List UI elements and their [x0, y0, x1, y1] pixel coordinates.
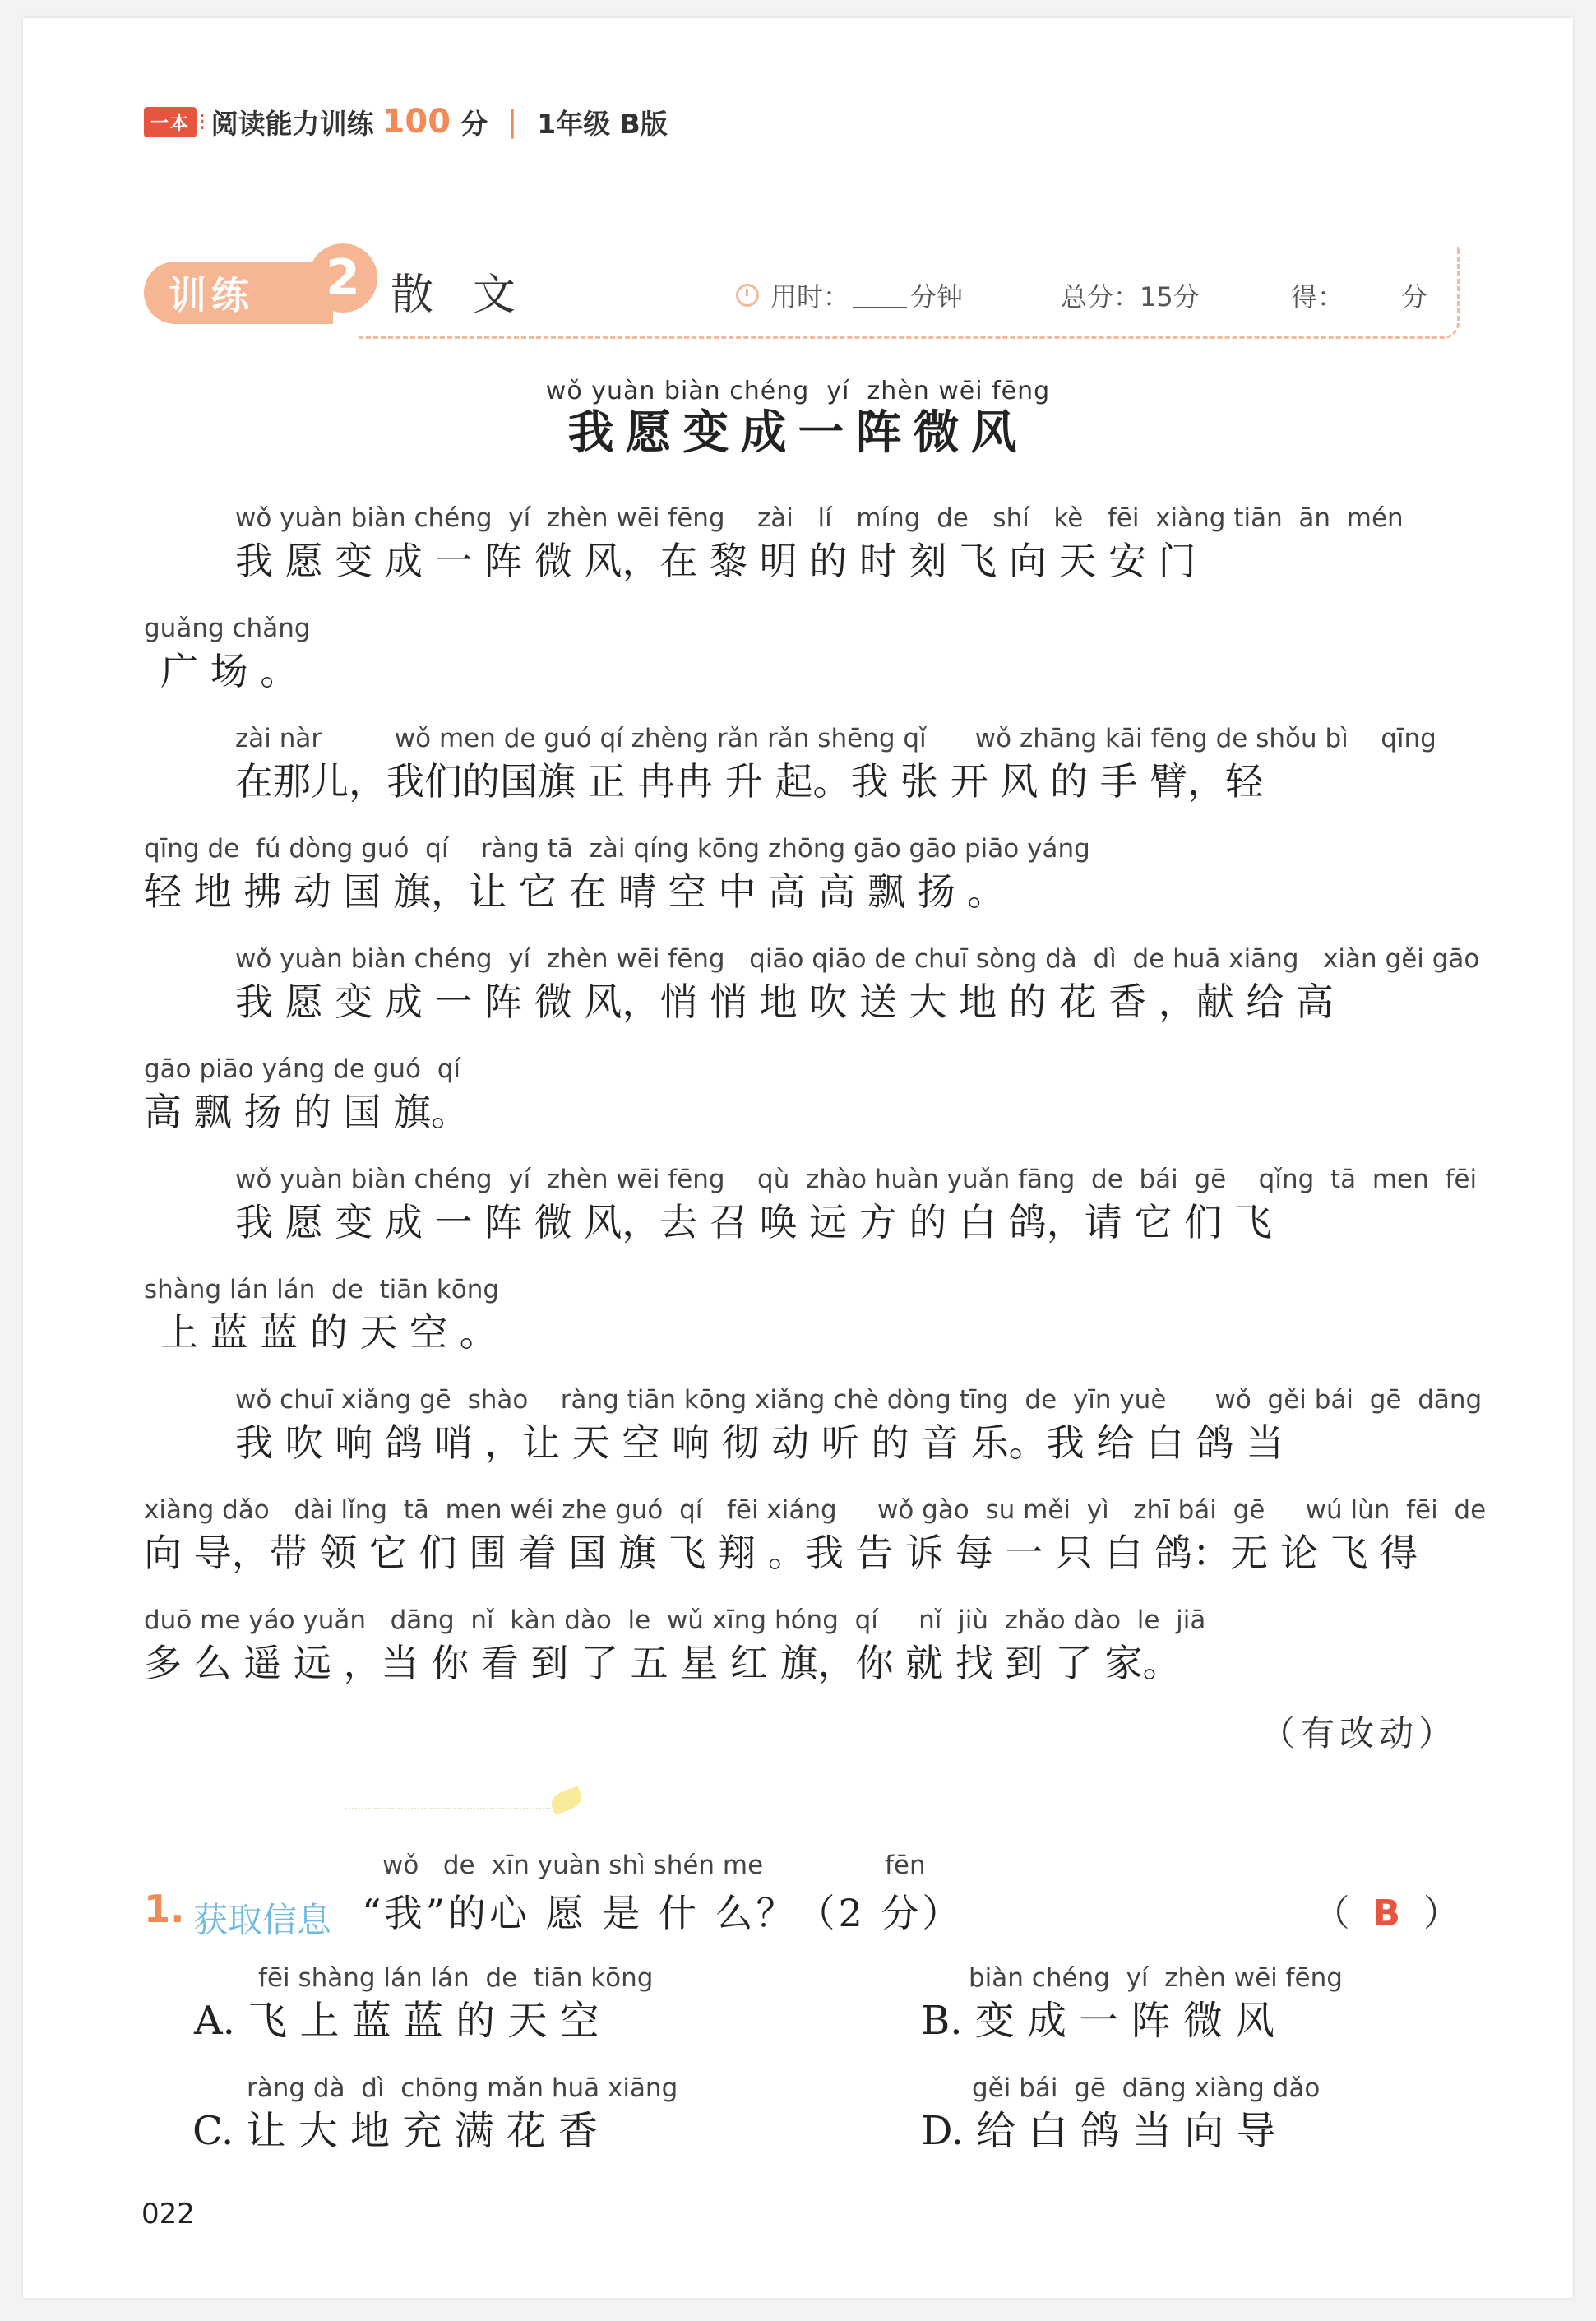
time-unit: 分钟 [910, 281, 964, 313]
line-pinyin: zài nàr wǒ men de guó qí zhèng rǎn rǎn shēng qǐ wǒ zhāng kāi fēng de shǒu bì qīng [235, 724, 1436, 753]
option-text: D. 给 白 鸽 当 向 导 [921, 2108, 1276, 2154]
line-text: 上 蓝 蓝 的 天 空 。 [160, 1310, 497, 1355]
series-score: 100 [382, 103, 451, 141]
total-score: 总分：15分 [1061, 281, 1200, 313]
training-label: 训练 [169, 273, 254, 317]
option-pinyin: gěi bái gē dāng xiàng dǎo [972, 2073, 1321, 2103]
line-text: 向 导，带 领 它 们 围 着 国 旗 飞 翔 。我 告 诉 每 一 只 白 鸽：无 论 飞 得 [144, 1531, 1418, 1575]
answer-close: ） [1400, 1892, 1460, 1934]
option-d[interactable] [921, 2073, 1321, 2156]
passage-line [144, 1275, 499, 1357]
passage-line [235, 944, 1479, 1026]
time-field [736, 276, 963, 314]
clock-icon [736, 284, 759, 307]
line-pinyin: shàng lán lán de tiān kōng [144, 1275, 500, 1304]
line-pinyin: duō me yáo yuǎn dāng nǐ kàn dào le wǔ xīng hóng qí nǐ jiù zhǎo dào le jiā [144, 1605, 1206, 1635]
passage-line [144, 834, 1090, 916]
line-pinyin: gāo piāo yáng de guó qí [144, 1054, 461, 1084]
passage-line [235, 724, 1436, 806]
option-text: A. 飞 上 蓝 蓝 的 天 空 [194, 1998, 599, 2044]
passage-line [235, 503, 1404, 586]
line-pinyin: guǎng chǎng [144, 614, 311, 643]
score-unit: 分 [1401, 281, 1428, 313]
line-text: 在那儿，我们的国旗 正 冉冉 升 起。我 张 开 风 的 手 臂，轻 [235, 759, 1264, 804]
line-pinyin: wǒ yuàn biàn chéng yí zhèn wēi fēng qù zhào huàn yuǎn fāng de bái gē qǐng tā men fēi [235, 1165, 1478, 1194]
passage-line [144, 1054, 469, 1137]
option-text: B. 变 成 一 阵 微 风 [921, 1998, 1275, 2044]
passage-title-pinyin: wǒ yuàn biàn chéng yí zhèn wēi fēng [545, 377, 1051, 405]
option-pinyin: fēi shàng lán lán de tiān kōng [258, 1963, 654, 1993]
passage-line [144, 1605, 1205, 1688]
brand-dot-icon: ⁝ [198, 107, 206, 137]
series-title: 阅读能力训练 [210, 107, 374, 140]
passage-title: 我愿变成一阵微风 [567, 405, 1029, 460]
line-text: 我 愿 变 成 一 阵 微 风，悄 悄 地 吹 送 大 地 的 花 香 ，献 给 高 [235, 980, 1334, 1024]
line-pinyin: xiàng dǎo dài lǐng tā men wéi zhe guó qí fēi xiáng wǒ gào su měi yì zhī bái gē wú lùn fēi de [144, 1495, 1487, 1525]
page-number: 022 [141, 2198, 195, 2231]
line-pinyin: wǒ yuàn biàn chéng yí zhèn wēi fēng zài lí míng de shí kè fēi xiàng tiān ān mén [235, 503, 1404, 533]
section-title: 散文 [391, 271, 556, 320]
option-b[interactable] [921, 1963, 1343, 2045]
question-number: 1. [144, 1887, 185, 1931]
line-text: 广 场 。 [160, 649, 298, 693]
page [23, 18, 1573, 2298]
line-pinyin: wǒ yuàn biàn chéng yí zhèn wēi fēng qiāo qiāo de chuī sòng dà dì de huā xiāng xiàn gěi gāo [235, 944, 1480, 974]
option-pinyin: ràng dà dì chōng mǎn huā xiāng [247, 2073, 678, 2103]
option-text: C. 让 大 地 充 满 花 香 [192, 2108, 599, 2154]
answer-value: B [1372, 1892, 1401, 1934]
line-pinyin: wǒ chuī xiǎng gē shào ràng tiān kōng xiǎng chè dòng tīng de yīn yuè wǒ gěi bái gē dāng [235, 1385, 1483, 1415]
line-pinyin: qīng de fú dòng guó qí ràng tā zài qíng kōng zhōng gāo gāo piāo yáng [144, 834, 1090, 864]
grade-label: 1年级 B版 [537, 107, 668, 140]
adaptation-note: （有改动） [1260, 1713, 1458, 1753]
passage-line [235, 1165, 1477, 1247]
question-pinyin: wǒ de xīn yuàn shì shén me fēn [382, 1851, 926, 1880]
answer-box[interactable] [1313, 1883, 1460, 1936]
section-header [144, 247, 1460, 339]
series-unit: 分 [460, 107, 488, 140]
score-label: 得： [1291, 281, 1344, 313]
answer-open: （ [1313, 1892, 1373, 1934]
book-header [144, 100, 668, 143]
question-text: “我”的心 愿 是 什 么？（2 分） [362, 1891, 964, 1935]
training-number: 2 [308, 243, 377, 313]
training-badge [144, 262, 333, 324]
time-blank[interactable] [853, 282, 907, 308]
passage-line [144, 1495, 1486, 1577]
line-text: 我 愿 变 成 一 阵 微 风，在 黎 明 的 时 刻 飞 向 天 安 门 [235, 539, 1196, 583]
option-a[interactable] [194, 1963, 654, 2045]
line-text: 轻 地 拂 动 国 旗，让 它 在 晴 空 中 高 高 飘 扬 。 [144, 869, 1006, 914]
option-pinyin: biàn chéng yí zhèn wēi fēng [969, 1963, 1343, 1993]
option-c[interactable] [192, 2073, 678, 2156]
passage-line [235, 1385, 1482, 1467]
line-text: 高 飘 扬 的 国 旗。 [144, 1090, 470, 1134]
line-text: 我 愿 变 成 一 阵 微 风，去 召 唤 远 方 的 白 鸽，请 它 们 飞 [235, 1200, 1272, 1244]
time-label: 用时： [770, 281, 850, 313]
line-text: 多 么 遥 远 ，当 你 看 到 了 五 星 红 旗，你 就 找 到 了 家。 [144, 1641, 1181, 1685]
divider-line [345, 1808, 551, 1809]
passage-line [144, 614, 311, 696]
header-divider: | [507, 104, 518, 139]
passage-title-block [0, 377, 1596, 460]
score-field [1291, 276, 1427, 314]
question-tag: 获取信息 [193, 1900, 332, 1940]
brand-logo: 一本 [144, 107, 197, 137]
line-text: 我 吹 响 鸽 哨 ，让 天 空 响 彻 动 听 的 音 乐。我 给 白 鸽 当 [235, 1420, 1284, 1465]
